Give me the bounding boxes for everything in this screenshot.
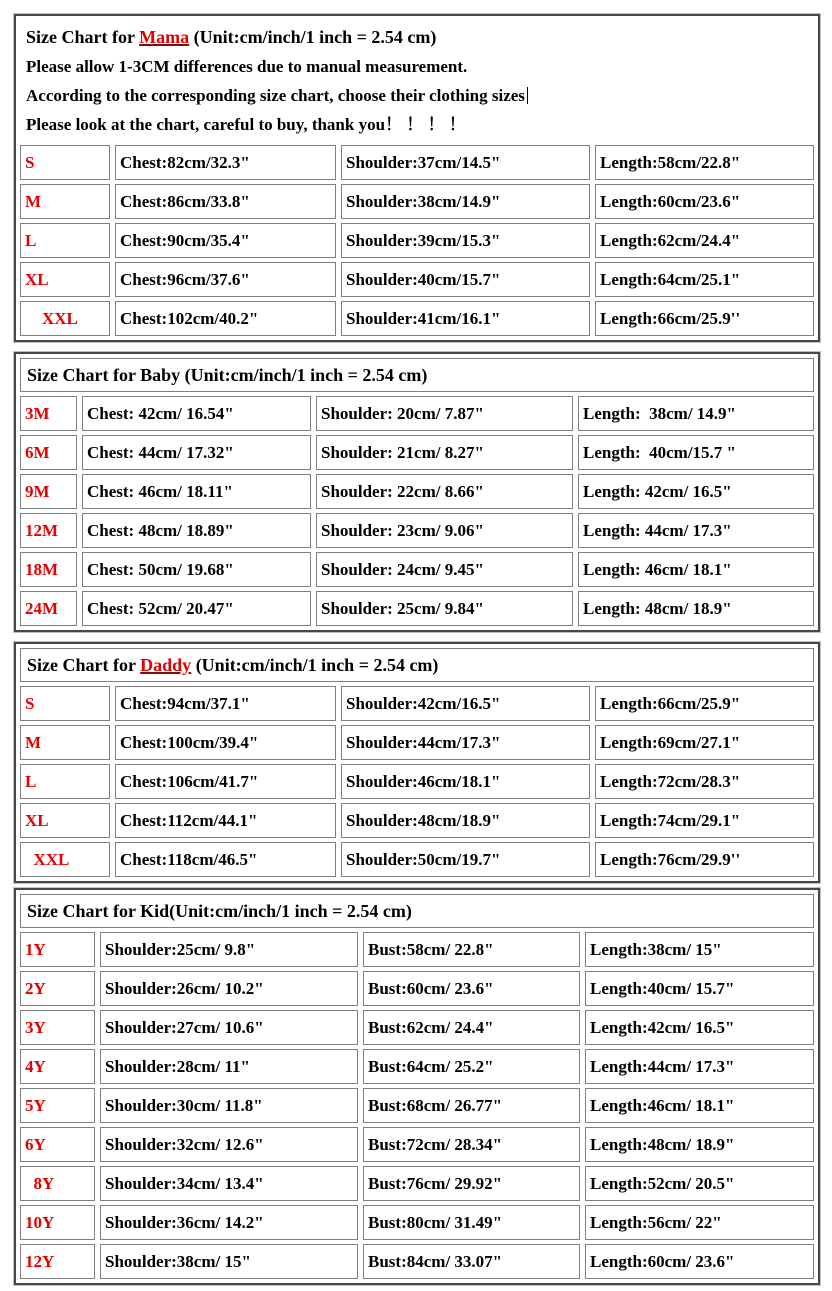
size-cell-shoulder: Shoulder:28cm/ 11" (100, 1049, 358, 1084)
size-chart-section-daddy (14, 642, 820, 883)
size-row-9M (20, 474, 814, 509)
kid-title-prefix: Size Chart for Kid(Unit:cm/inch/1 inch = 2.54 cm) (27, 901, 412, 921)
size-label: XL (20, 803, 110, 838)
size-cell-chest: Chest:90cm/35.4" (115, 223, 336, 258)
size-cell-shoulder: Shoulder: 22cm/ 8.66" (316, 474, 573, 509)
size-cell-length: Length:48cm/ 18.9" (585, 1127, 814, 1162)
size-label: 6Y (20, 1127, 95, 1162)
size-row-L (20, 223, 814, 258)
size-cell-length: Length:38cm/ 15" (585, 932, 814, 967)
mama-title-prefix: Size Chart for (26, 27, 140, 47)
size-label: 5Y (20, 1088, 95, 1123)
size-cell-bust: Bust:76cm/ 29.92" (363, 1166, 580, 1201)
size-cell-shoulder: Shoulder:48cm/18.9" (341, 803, 590, 838)
size-row-8Y (20, 1166, 814, 1201)
size-cell-bust: Bust:60cm/ 23.6" (363, 971, 580, 1006)
size-label: 3M (20, 396, 77, 431)
size-cell-bust: Bust:84cm/ 33.07" (363, 1244, 580, 1279)
size-row-18M (20, 552, 814, 587)
size-chart-section-kid (14, 888, 820, 1285)
size-cell-chest: Chest: 42cm/ 16.54" (82, 396, 311, 431)
size-label: XXL (20, 842, 110, 877)
size-cell-length: Length:46cm/ 18.1" (585, 1088, 814, 1123)
size-row-M (20, 725, 814, 760)
size-cell-chest: Chest: 46cm/ 18.11" (82, 474, 311, 509)
size-cell-bust: Bust:64cm/ 25.2" (363, 1049, 580, 1084)
size-cell-shoulder: Shoulder:40cm/15.7" (341, 262, 590, 297)
size-label: 1Y (20, 932, 95, 967)
daddy-title-highlight: Daddy (140, 655, 192, 675)
size-row-S (20, 686, 814, 721)
size-label: S (20, 686, 110, 721)
size-label: 8Y (20, 1166, 95, 1201)
daddy-title-prefix: Size Chart for (27, 655, 141, 675)
note-careful-buy: Please look at the chart, careful to buy, thank you！ ！ ！ ！ (26, 115, 466, 134)
size-cell-length: Length: 46cm/ 18.1" (578, 552, 814, 587)
size-cell-length: Length: 48cm/ 18.9" (578, 591, 814, 626)
kid-size-table (20, 932, 814, 1279)
size-cell-length: Length:60cm/ 23.6" (585, 1244, 814, 1279)
size-chart-section-baby (14, 352, 820, 632)
size-cell-bust: Bust:80cm/ 31.49" (363, 1205, 580, 1240)
size-cell-chest: Chest:82cm/32.3" (115, 145, 336, 180)
size-cell-shoulder: Shoulder:50cm/19.7" (341, 842, 590, 877)
size-cell-shoulder: Shoulder: 23cm/ 9.06" (316, 513, 573, 548)
size-cell-shoulder: Shoulder:26cm/ 10.2" (100, 971, 358, 1006)
size-cell-length: Length:72cm/28.3" (595, 764, 814, 799)
size-cell-length: Length: 42cm/ 16.5" (578, 474, 814, 509)
size-cell-length: Length:64cm/25.1" (595, 262, 814, 297)
size-cell-length: Length: 44cm/ 17.3" (578, 513, 814, 548)
size-label: 10Y (20, 1205, 95, 1240)
size-cell-length: Length:44cm/ 17.3" (585, 1049, 814, 1084)
mama-title-highlight: Mama (139, 27, 190, 47)
size-cell-shoulder: Shoulder:42cm/16.5" (341, 686, 590, 721)
size-cell-length: Length:66cm/25.9" (595, 686, 814, 721)
size-row-XXL (20, 301, 814, 336)
size-row-2Y (20, 971, 814, 1006)
size-chart-section-mama (14, 14, 820, 342)
size-cell-length: Length: 40cm/15.7 " (578, 435, 814, 470)
size-cell-bust: Bust:62cm/ 24.4" (363, 1010, 580, 1045)
size-cell-bust: Bust:58cm/ 22.8" (363, 932, 580, 967)
size-cell-shoulder: Shoulder:25cm/ 9.8" (100, 932, 358, 967)
size-label: 24M (20, 591, 77, 626)
size-cell-chest: Chest:100cm/39.4" (115, 725, 336, 760)
size-label: M (20, 725, 110, 760)
size-row-12Y (20, 1244, 814, 1279)
size-row-XXL (20, 842, 814, 877)
mama-title (26, 22, 810, 52)
size-row-S (20, 145, 814, 180)
size-cell-shoulder: Shoulder:30cm/ 11.8" (100, 1088, 358, 1123)
size-cell-chest: Chest: 48cm/ 18.89" (82, 513, 311, 548)
size-row-1Y (20, 932, 814, 967)
kid-title (20, 894, 814, 928)
size-row-L (20, 764, 814, 799)
size-cell-chest: Chest:94cm/37.1" (115, 686, 336, 721)
size-cell-length: Length:66cm/25.9'' (595, 301, 814, 336)
size-cell-shoulder: Shoulder:41cm/16.1" (341, 301, 590, 336)
size-row-10Y (20, 1205, 814, 1240)
size-cell-length: Length:52cm/ 20.5" (585, 1166, 814, 1201)
size-label: 12M (20, 513, 77, 548)
size-cell-length: Length:40cm/ 15.7" (585, 971, 814, 1006)
size-row-6M (20, 435, 814, 470)
size-label: 6M (20, 435, 77, 470)
size-row-24M (20, 591, 814, 626)
size-row-12M (20, 513, 814, 548)
size-cell-length: Length:60cm/23.6" (595, 184, 814, 219)
size-cell-shoulder: Shoulder:27cm/ 10.6" (100, 1010, 358, 1045)
size-label: 18M (20, 552, 77, 587)
size-cell-chest: Chest: 50cm/ 19.68" (82, 552, 311, 587)
size-label: XXL (20, 301, 110, 336)
size-label: S (20, 145, 110, 180)
mama-header (20, 20, 814, 145)
size-cell-length: Length:42cm/ 16.5" (585, 1010, 814, 1045)
size-cell-shoulder: Shoulder: 24cm/ 9.45" (316, 552, 573, 587)
size-label: M (20, 184, 110, 219)
size-cell-shoulder: Shoulder:37cm/14.5" (341, 145, 590, 180)
mama-title-suffix: (Unit:cm/inch/1 inch = 2.54 cm) (189, 27, 437, 47)
note-measurement: Please allow 1-3CM differences due to manual measurement. (26, 57, 468, 76)
size-cell-shoulder: Shoulder: 20cm/ 7.87" (316, 396, 573, 431)
text-cursor (527, 87, 528, 104)
size-cell-shoulder: Shoulder:38cm/14.9" (341, 184, 590, 219)
baby-title-prefix: Size Chart for Baby (Unit:cm/inch/1 inch = 2.54 cm) (27, 365, 428, 385)
size-label: 3Y (20, 1010, 95, 1045)
size-cell-length: Length:56cm/ 22" (585, 1205, 814, 1240)
size-cell-shoulder: Shoulder:38cm/ 15" (100, 1244, 358, 1279)
size-cell-shoulder: Shoulder:46cm/18.1" (341, 764, 590, 799)
size-label: 2Y (20, 971, 95, 1006)
size-cell-chest: Chest:106cm/41.7" (115, 764, 336, 799)
baby-size-table (20, 396, 814, 626)
size-cell-shoulder: Shoulder:39cm/15.3" (341, 223, 590, 258)
size-cell-length: Length:76cm/29.9'' (595, 842, 814, 877)
size-row-5Y (20, 1088, 814, 1123)
size-cell-chest: Chest:96cm/37.6" (115, 262, 336, 297)
size-label: 12Y (20, 1244, 95, 1279)
size-row-6Y (20, 1127, 814, 1162)
size-row-3M (20, 396, 814, 431)
size-cell-chest: Chest: 52cm/ 20.47" (82, 591, 311, 626)
size-cell-bust: Bust:68cm/ 26.77" (363, 1088, 580, 1123)
size-cell-length: Length:62cm/24.4" (595, 223, 814, 258)
size-cell-chest: Chest:86cm/33.8" (115, 184, 336, 219)
size-row-M (20, 184, 814, 219)
size-label: L (20, 764, 110, 799)
note-choose-size: According to the corresponding size chart, choose their clothing sizes (26, 81, 810, 110)
daddy-size-table (20, 686, 814, 877)
size-cell-shoulder: Shoulder:34cm/ 13.4" (100, 1166, 358, 1201)
size-cell-length: Length:74cm/29.1" (595, 803, 814, 838)
size-label: L (20, 223, 110, 258)
size-cell-chest: Chest:112cm/44.1" (115, 803, 336, 838)
mama-size-table (20, 145, 814, 336)
size-row-4Y (20, 1049, 814, 1084)
size-cell-length: Length: 38cm/ 14.9" (578, 396, 814, 431)
size-cell-chest: Chest:118cm/46.5" (115, 842, 336, 877)
size-row-XL (20, 262, 814, 297)
daddy-title-suffix: (Unit:cm/inch/1 inch = 2.54 cm) (191, 655, 439, 675)
size-label: 9M (20, 474, 77, 509)
size-cell-shoulder: Shoulder: 25cm/ 9.84" (316, 591, 573, 626)
size-cell-shoulder: Shoulder: 21cm/ 8.27" (316, 435, 573, 470)
daddy-title (20, 648, 814, 682)
size-row-XL (20, 803, 814, 838)
baby-title (20, 358, 814, 392)
size-cell-shoulder: Shoulder:32cm/ 12.6" (100, 1127, 358, 1162)
size-label: XL (20, 262, 110, 297)
size-cell-bust: Bust:72cm/ 28.34" (363, 1127, 580, 1162)
size-cell-chest: Chest:102cm/40.2" (115, 301, 336, 336)
size-cell-length: Length:69cm/27.1" (595, 725, 814, 760)
size-label: 4Y (20, 1049, 95, 1084)
size-cell-chest: Chest: 44cm/ 17.32" (82, 435, 311, 470)
size-row-3Y (20, 1010, 814, 1045)
size-cell-length: Length:58cm/22.8" (595, 145, 814, 180)
size-cell-shoulder: Shoulder:44cm/17.3" (341, 725, 590, 760)
size-cell-shoulder: Shoulder:36cm/ 14.2" (100, 1205, 358, 1240)
